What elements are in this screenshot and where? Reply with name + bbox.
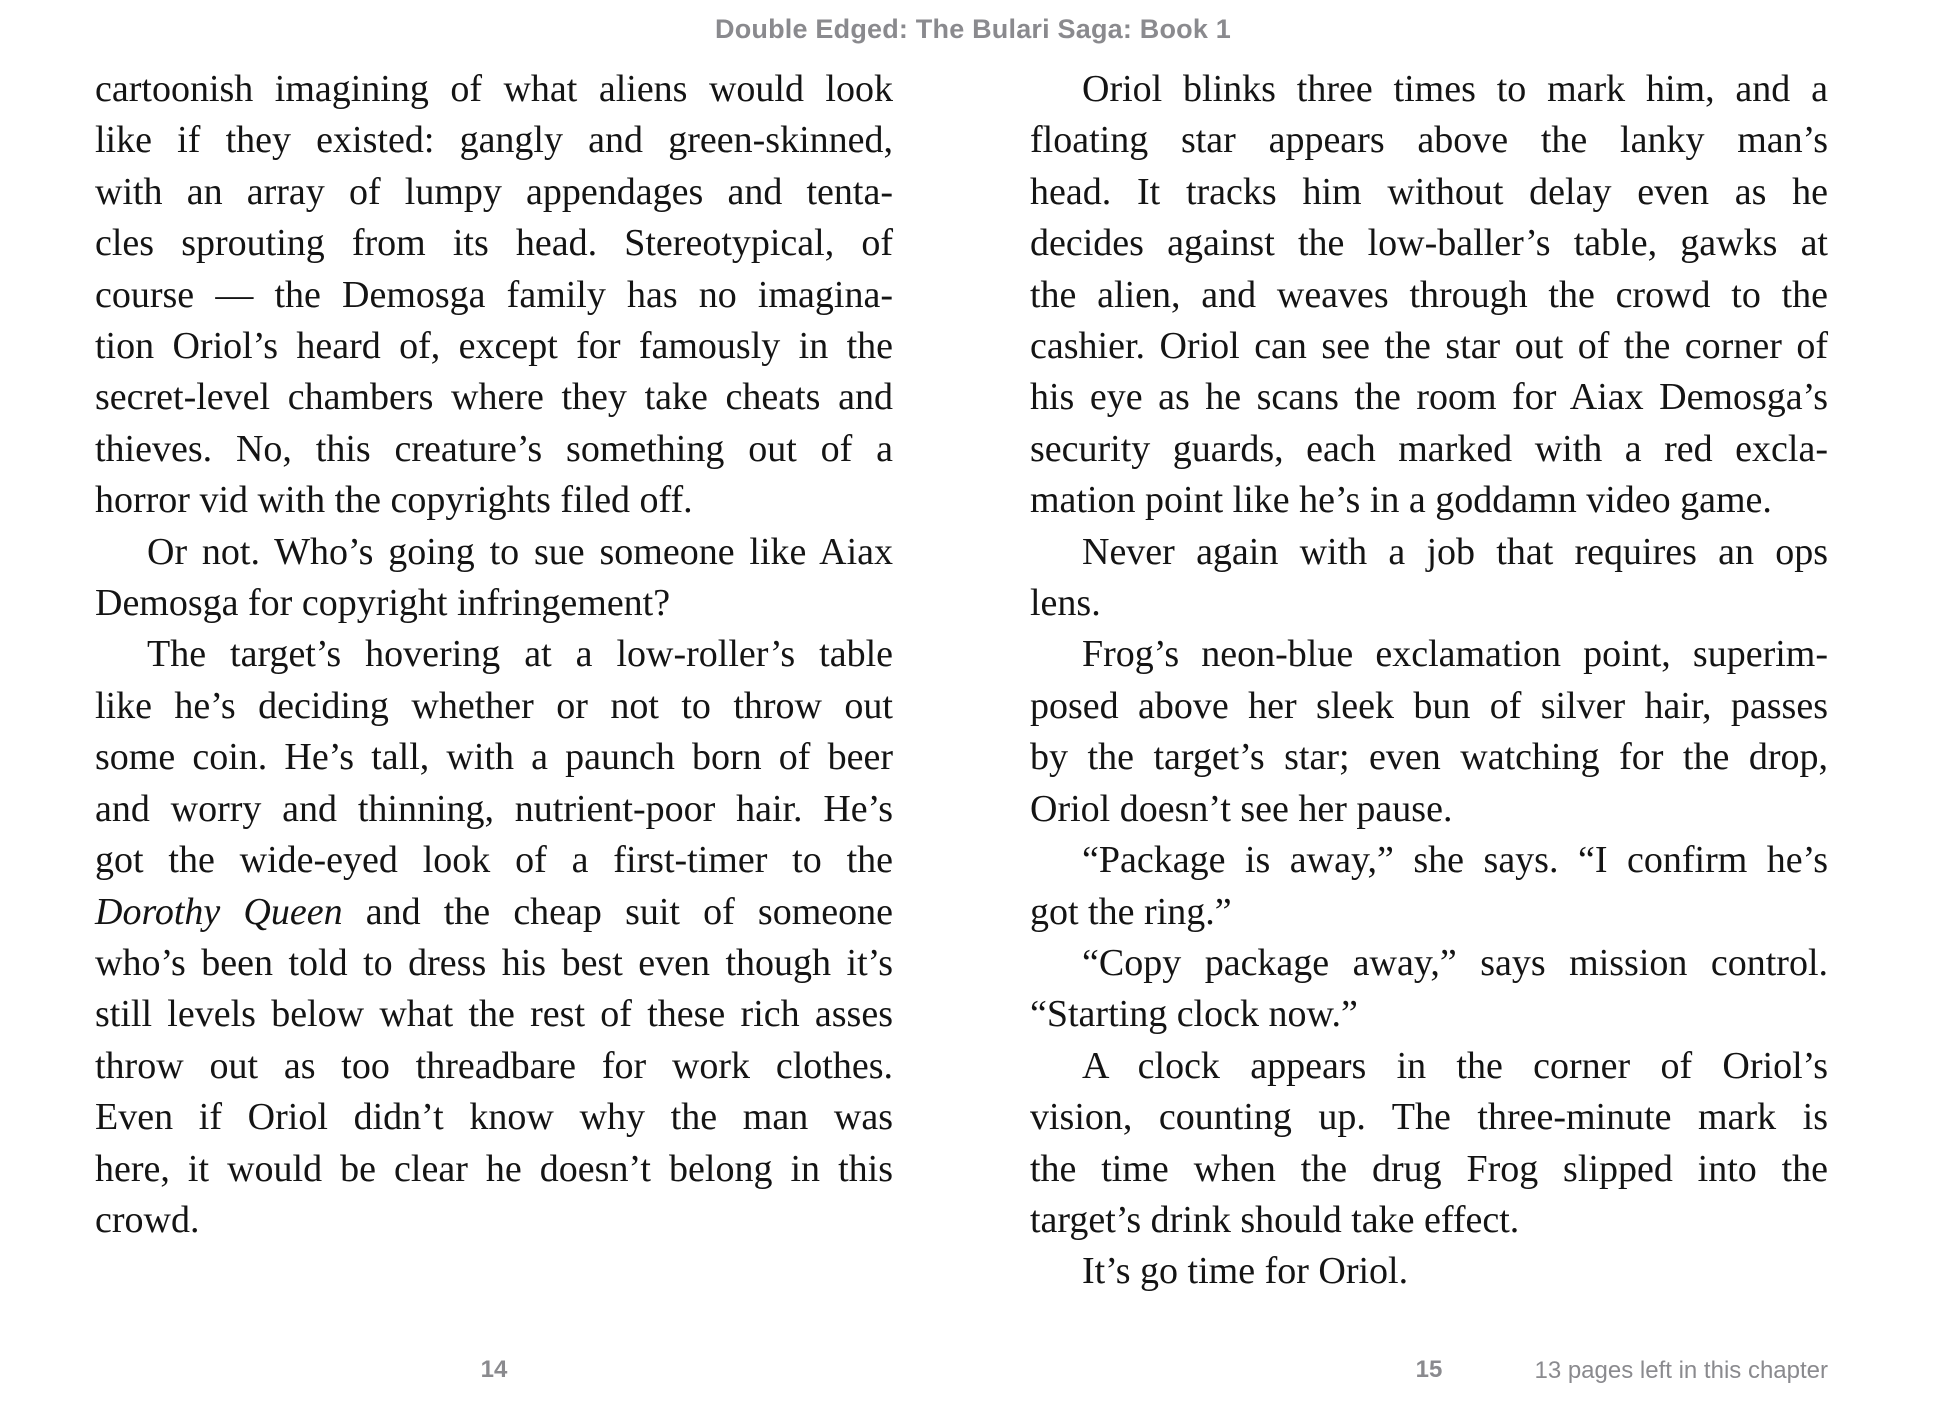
text-line: course — the Demosga family has no imagina- bbox=[95, 273, 893, 316]
text-line: security guards, each marked with a red excla- bbox=[1030, 427, 1828, 470]
text-line: Dorothy Queen and the cheap suit of someone bbox=[95, 890, 893, 933]
text-line: Never again with a job that requires an ops bbox=[1082, 530, 1828, 573]
text-line: Or not. Who’s going to sue someone like Aiax bbox=[147, 530, 893, 573]
page-number-right: 15 bbox=[1415, 1356, 1443, 1383]
text-line: the alien, and weaves through the crowd to the bbox=[1030, 273, 1828, 316]
text-line: It’s go time for Oriol. bbox=[1082, 1250, 1409, 1293]
text-line: cartoonish imagining of what aliens would look bbox=[95, 68, 893, 110]
text-line: got the wide-eyed look of a first-timer to the bbox=[95, 839, 893, 882]
text-line: got the ring.” bbox=[1030, 890, 1232, 933]
footer-right bbox=[1030, 1356, 1828, 1390]
text-line: the time when the drug Frog slipped into the bbox=[1030, 1147, 1828, 1190]
text-line: some coin. He’s tall, with a paunch born of beer bbox=[95, 736, 893, 779]
text-line: like if they existed: gangly and green-skinned, bbox=[95, 119, 893, 162]
text-line: his eye as he scans the room for Aiax Demosga’s bbox=[1030, 376, 1828, 419]
text-line: crowd. bbox=[95, 1198, 200, 1241]
text-line: decides against the low-baller’s table, gawks at bbox=[1030, 222, 1828, 265]
text-line: target’s drink should take effect. bbox=[1030, 1198, 1520, 1241]
text-line: Oriol blinks three times to mark him, and a bbox=[1082, 68, 1828, 110]
text-line: here, it would be clear he doesn’t belong in this bbox=[95, 1147, 893, 1190]
text-line: floating star appears above the lanky man’s bbox=[1030, 119, 1828, 162]
text-line: tion Oriol’s heard of, except for famously in the bbox=[95, 325, 893, 368]
text-line: “Copy package away,” says mission control. bbox=[1082, 941, 1828, 984]
text-line: head. It tracks him without delay even as he bbox=[1030, 170, 1828, 213]
text-line: like he’s deciding whether or not to throw out bbox=[95, 684, 893, 727]
footer-left bbox=[95, 1356, 893, 1390]
text-line: still levels below what the rest of these rich asses bbox=[95, 993, 893, 1036]
text-line: The target’s hovering at a low-roller’s table bbox=[147, 633, 893, 676]
text-line: lens. bbox=[1030, 582, 1101, 625]
pages-left-indicator: 13 pages left in this chapter bbox=[1534, 1357, 1828, 1384]
text-line: vision, counting up. The three-minute mark is bbox=[1030, 1096, 1828, 1139]
text-line: and worry and thinning, nutrient-poor hair. He’s bbox=[95, 787, 893, 830]
text-line: throw out as too threadbare for work clothes. bbox=[95, 1044, 893, 1087]
text-line: mation point like he’s in a goddamn video game. bbox=[1030, 479, 1772, 522]
text-line: cles sprouting from its head. Stereotypical, of bbox=[95, 222, 893, 265]
book-title-header: Double Edged: The Bulari Saga: Book 1 bbox=[715, 14, 1231, 44]
text-line: with an array of lumpy appendages and tenta- bbox=[95, 170, 893, 213]
italic-text: Dorothy Queen bbox=[95, 890, 343, 933]
text-line: A clock appears in the corner of Oriol’s bbox=[1082, 1044, 1828, 1087]
text-line: by the target’s star; even watching for the drop, bbox=[1030, 736, 1828, 779]
text-line: horror vid with the copyrights filed off. bbox=[95, 479, 693, 522]
text-line: “Package is away,” she says. “I confirm he’s bbox=[1082, 839, 1828, 882]
page-number-left: 14 bbox=[480, 1356, 508, 1383]
text-line: secret-level chambers where they take cheats and bbox=[95, 376, 893, 419]
text-line: Oriol doesn’t see her pause. bbox=[1030, 787, 1453, 830]
text-line: Even if Oriol didn’t know why the man was bbox=[95, 1096, 893, 1139]
page-right-text-column bbox=[1030, 64, 1828, 1298]
text-line: who’s been told to dress his best even though it’s bbox=[95, 941, 893, 984]
text-line: cashier. Oriol can see the star out of the corner of bbox=[1030, 325, 1828, 368]
text-line: thieves. No, this creature’s something out of a bbox=[95, 427, 893, 470]
page-left-text-column bbox=[95, 64, 893, 1246]
text-line: Frog’s neon-blue exclamation point, superim- bbox=[1082, 633, 1828, 676]
text-line: Demosga for copyright infringement? bbox=[95, 582, 671, 625]
text-line: “Starting clock now.” bbox=[1030, 993, 1358, 1036]
text-line: posed above her sleek bun of silver hair, passes bbox=[1030, 684, 1828, 727]
